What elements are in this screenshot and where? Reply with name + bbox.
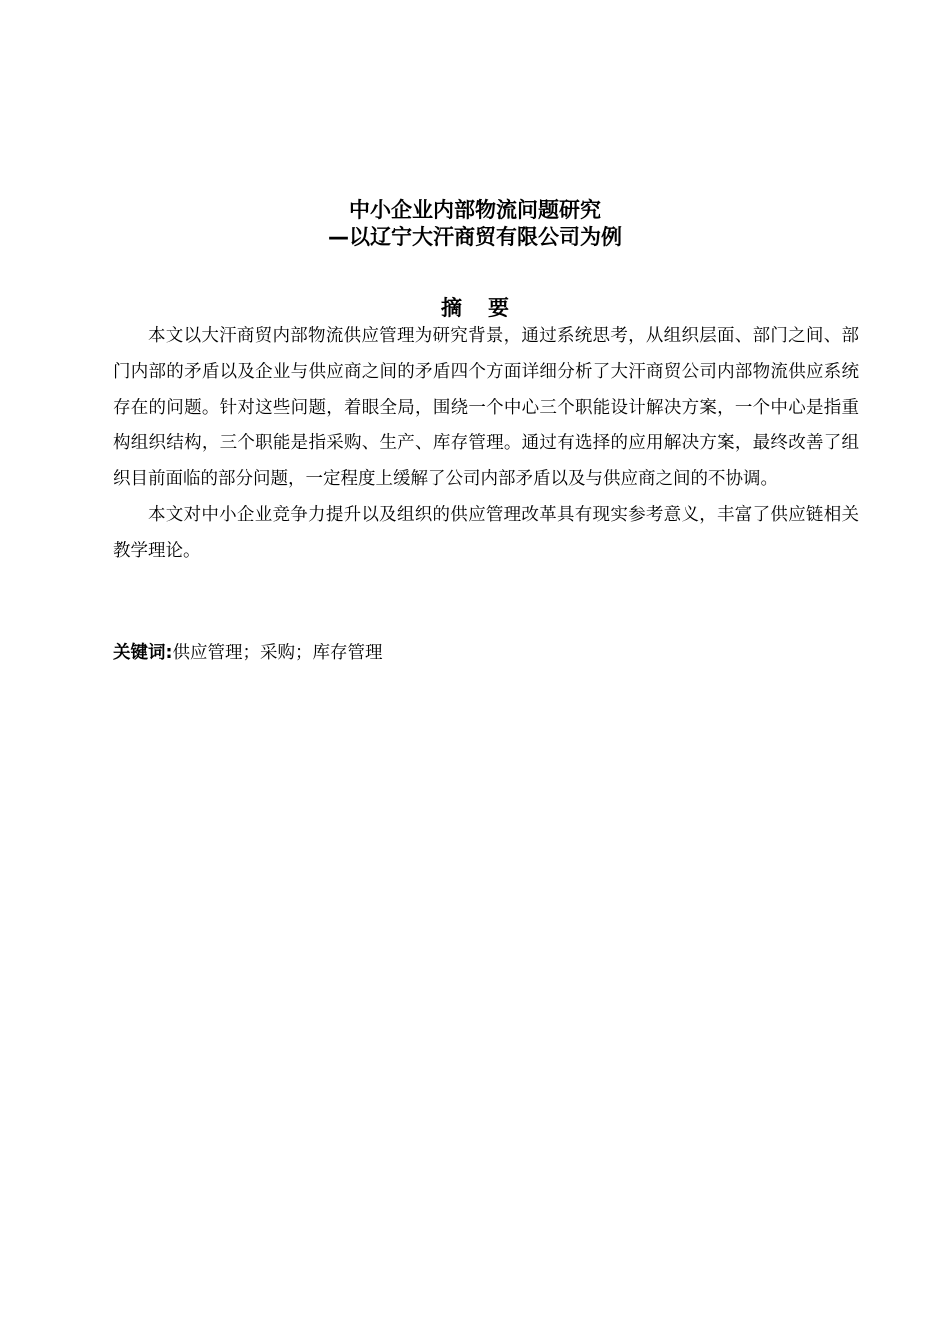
abstract-paragraph-2: 本文对中小企业竞争力提升以及组织的供应管理改革具有现实参考意义，丰富了供应链相关教学理论。	[113, 504, 859, 561]
abstract-body	[113, 319, 859, 570]
abstract-paragraph-1: 本文以大汗商贸内部物流供应管理为研究背景，通过系统思考，从组织层面、部门之间、部门内部的矛盾以及企业与供应商之间的矛盾四个方面详细分析了大汗商贸公司内部物流供应系统存在的问题。针对这些问题，着眼全局，围绕一个中心三个职能设计解决方案，一个中心是指重构组织结构，三个职能是指采购、生产、库存管理。通过有选择的应用解决方案，最终改善了组织目前面临的部分问题，一定程度上缓解了公司内部矛盾以及与供应商之间的不协调。	[113, 326, 859, 490]
keywords-line	[113, 637, 859, 668]
abstract-heading	[0, 294, 950, 322]
paper-subtitle: —以辽宁大汗商贸有限公司为例	[328, 225, 622, 249]
paper-title: 中小企业内部物流问题研究	[349, 198, 601, 222]
keywords-label: 关键词:	[113, 643, 173, 663]
keywords-values: 供应管理；采购；库存管理	[172, 643, 383, 663]
abstract-heading-char-2: 要	[488, 296, 509, 320]
abstract-heading-char-1: 摘	[441, 296, 462, 320]
